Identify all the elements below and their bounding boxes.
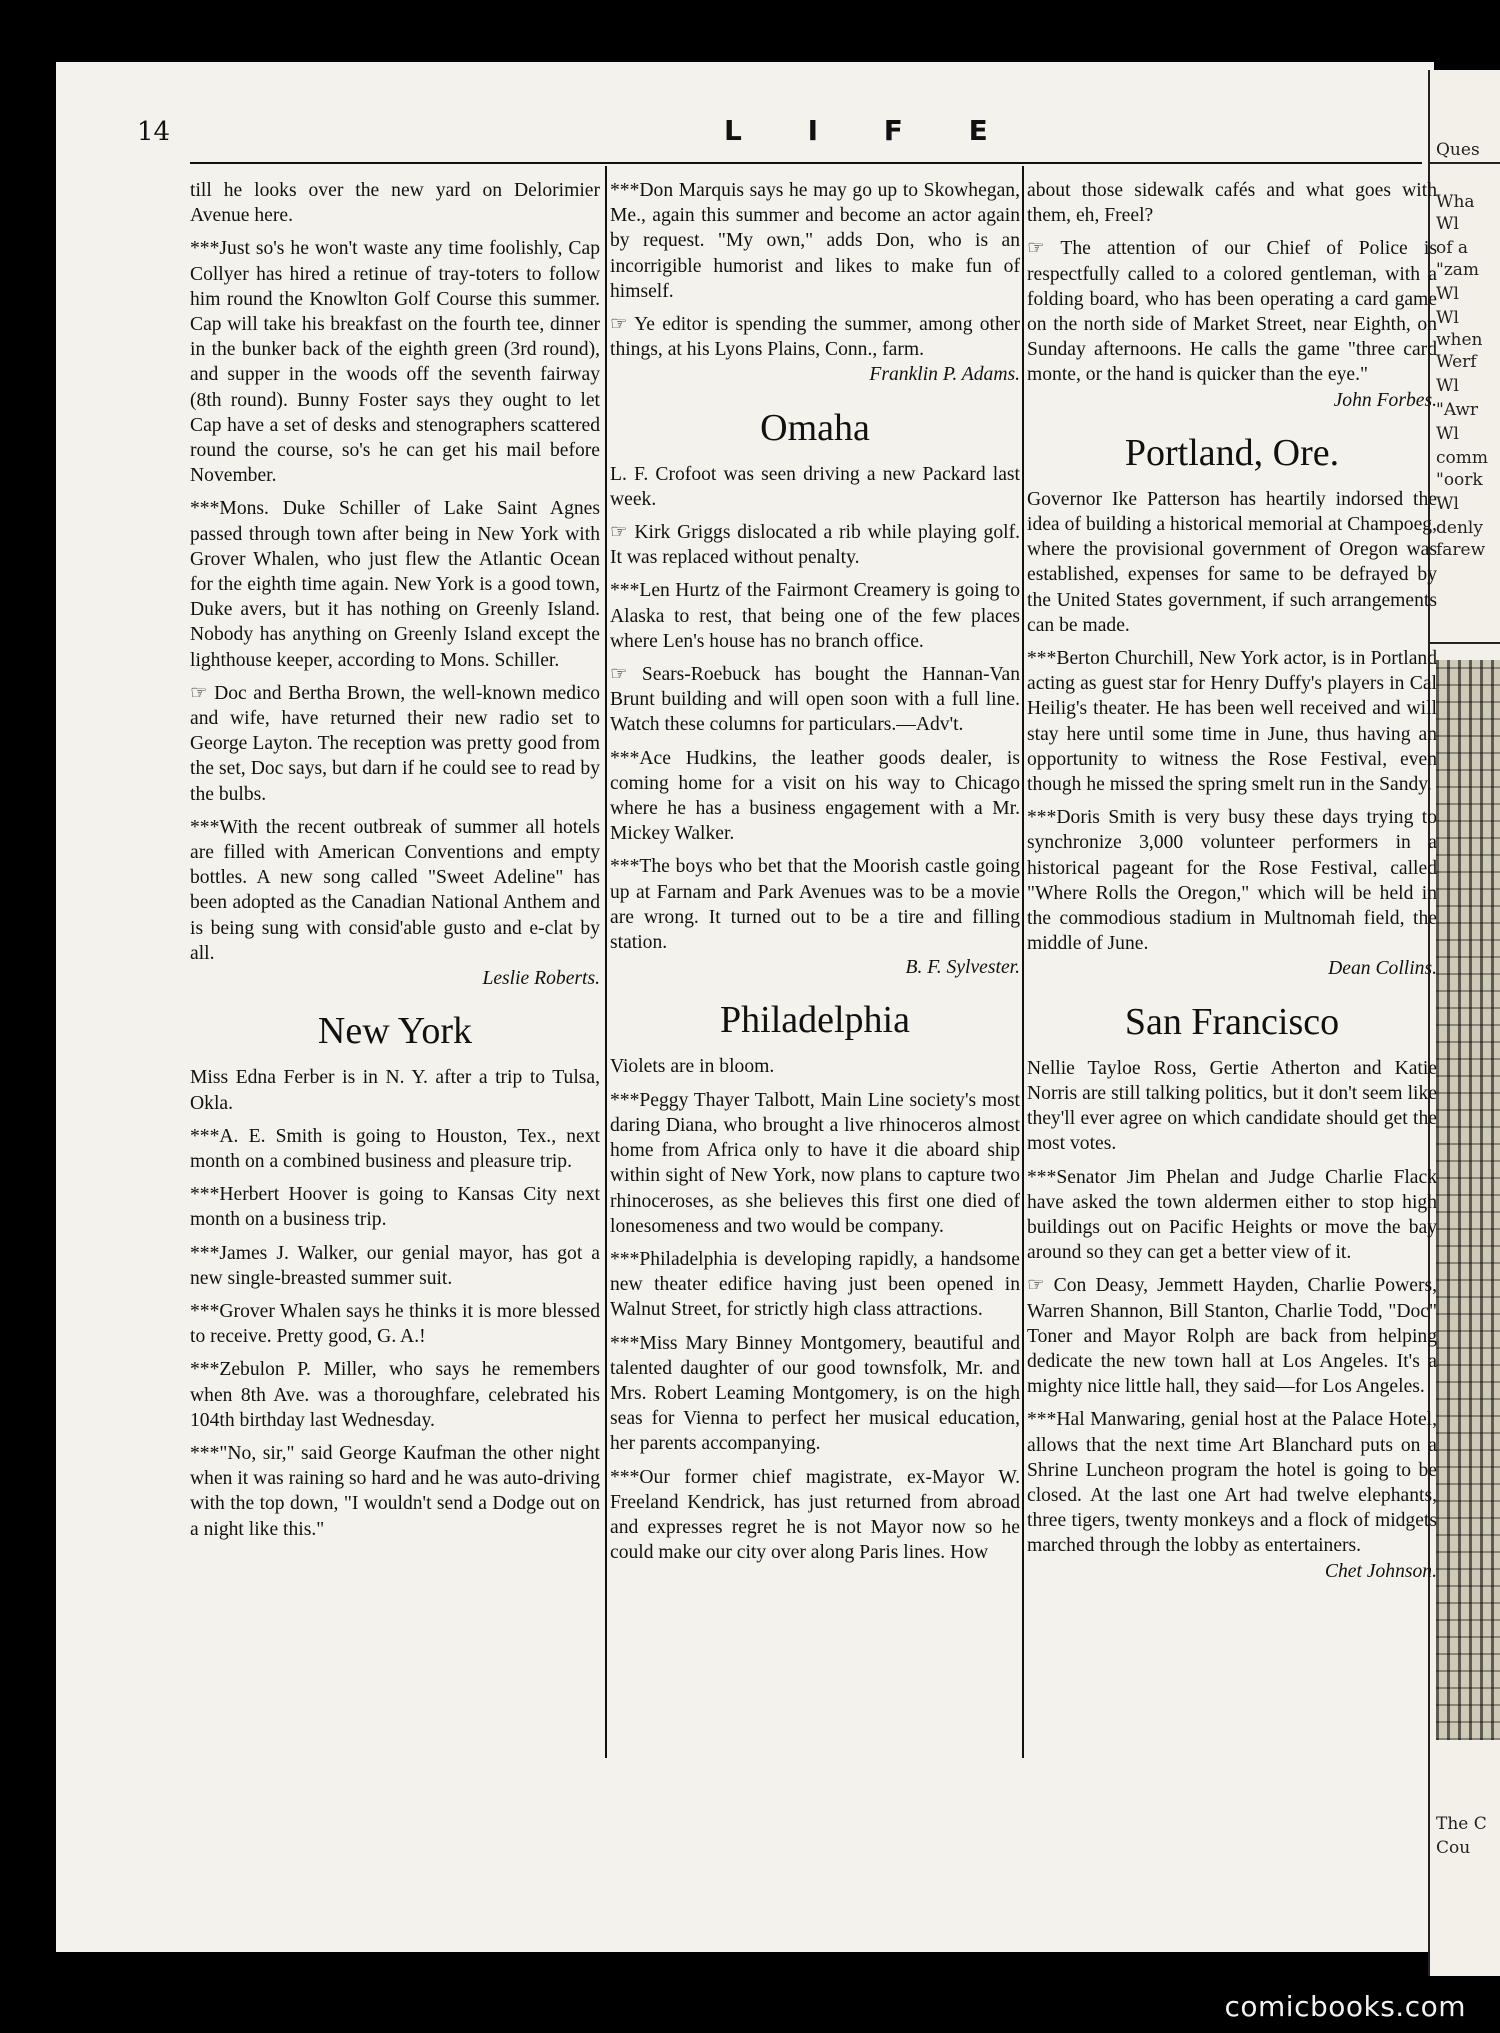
- column-left: [190, 178, 600, 1550]
- adjacent-page-text: denly: [1436, 518, 1483, 538]
- news-item: [190, 1441, 600, 1542]
- adjacent-page-fragment: [1428, 70, 1500, 1976]
- news-item-text: ☞ Ye editor is spending the summer, among other things, at his Lyons Plains, Conn., farm.: [610, 314, 1020, 361]
- news-item-text: Nellie Tayloe Ross, Gertie Atherton and Katie Norris are still talking politics, but it don't seem like they'll ever agree on which candidate should get the most votes.: [1027, 1057, 1437, 1155]
- section-heading: New York: [317, 1010, 473, 1053]
- news-item: [1027, 805, 1437, 981]
- adjacent-page-text: farew: [1436, 540, 1486, 560]
- news-item: [190, 815, 600, 991]
- header-rule: [190, 162, 1422, 164]
- adjacent-page-text: Wl: [1436, 424, 1459, 444]
- news-item-text: ***"No, sir," said George Kaufman the other night when it was raining so hard and he was auto-driving with the top down, "I wouldn't send a Dodge out on a night like this.": [190, 1442, 600, 1540]
- news-item: [610, 854, 1020, 980]
- news-item-text: ***The boys who bet that the Moorish castle going up at Farnam and Park Avenues was to be a movie are wrong. It turned out to be a tire and filling station.: [610, 856, 1020, 954]
- correspondent-signature: B. F. Sylvester.: [905, 957, 1020, 979]
- news-item-text: Governor Ike Patterson has heartily indorsed the idea of building a historical memorial at Champoeg, where the provisional government of Oregon was established, expenses for same to be defrayed by the United States government, if such arrangements can be made.: [1027, 488, 1437, 636]
- news-item-text: till he looks over the new yard on Delorimier Avenue here.: [190, 180, 600, 227]
- adjacent-page-text: comm: [1436, 448, 1488, 468]
- news-item-text: ***Just so's he won't waste any time foolishly, Cap Collyer has hired a retinue of tray-toters to follow him round the Knowlton Golf Course this summer. Cap will take his breakfast on the fourth tee, dinner in the bunker back of the eighth green (3rd round), and supper in the woods off the seventh fairway (8th round). Bunny Foster says they ought to let Cap have a set of desks and stenographers scattered round the course, so's he can get his mail before November.: [190, 238, 600, 487]
- adjacent-page-text: Wl: [1436, 214, 1459, 234]
- correspondent-signature: Chet Johnson.: [1324, 1560, 1437, 1582]
- news-item: [610, 462, 1020, 512]
- news-item: [610, 1247, 1020, 1323]
- adjacent-page-text: Ques: [1436, 140, 1480, 160]
- news-item-text: ***Don Marquis says he may go up to Skowhegan, Me., again this summer and become an actor again by request. "My own," adds Don, who is an incorrigible humorist and likes to make fun of himself.: [610, 180, 1020, 302]
- news-item: [1027, 1165, 1437, 1266]
- news-item-text: ***Our former chief magistrate, ex-Mayor W. Freeland Kendrick, has just returned from abroad and expresses regret he is not Mayor now so he could make our city over along Paris lines. How: [610, 1466, 1020, 1564]
- column-divider: [605, 166, 607, 1758]
- site-watermark: comicbooks.com: [1224, 1990, 1466, 2023]
- news-item-text: ☞ The attention of our Chief of Police is respectfully called to a colored gentleman, with a folding board, who has been operating a card game on the north side of Market Street, near Eighth, on Sunday afternoons. He calls the game "three card monte, or the hand is quicker than the eye.": [1027, 238, 1437, 386]
- news-item: [1027, 1407, 1437, 1583]
- news-item-text: ***Len Hurtz of the Fairmont Creamery is going to Alaska to rest, that being one of the few places where Len's house has no branch office.: [610, 580, 1020, 652]
- news-item-text: ***With the recent outbreak of summer all hotels are filled with American Conventions and empty bottles. A new song called "Sweet Adeline" has been adopted as the Canadian National Anthem and is being sung with consid'able gusto and e-clat by all.: [190, 816, 600, 964]
- news-item: [1027, 178, 1437, 228]
- page-number: 14: [137, 117, 171, 147]
- news-item: [610, 1331, 1020, 1457]
- adjacent-page-text: "oork: [1436, 470, 1483, 490]
- adjacent-page-rule: [1430, 642, 1500, 644]
- news-item-text: ***Senator Jim Phelan and Judge Charlie Flack have asked the town aldermen either to stop high buildings out on Pacific Heights or move the bay around so they can get a better view of it.: [1027, 1166, 1437, 1264]
- adjacent-page-text: when: [1436, 330, 1483, 350]
- news-item: [610, 520, 1020, 570]
- news-item-text: ***Mons. Duke Schiller of Lake Saint Agnes passed through town after being in New York with Grover Whalen, who just flew the Atlantic Ocean for the eighth time again. New York is a good town, Duke avers, but it has nothing on Greenly Island. Nobody has anything on Greenly Island except the lighthouse keeper, according to Mons. Schiller.: [190, 498, 600, 671]
- adjacent-page-text: The C: [1436, 1814, 1487, 1834]
- adjacent-page-text: Wl: [1436, 494, 1459, 514]
- news-item: [610, 312, 1020, 388]
- section-heading: San Francisco: [1124, 1000, 1340, 1043]
- section-heading: Portland, Ore.: [1124, 431, 1340, 474]
- news-item: [190, 1299, 600, 1349]
- news-item-text: ☞ Sears-Roebuck has bought the Hannan-Van Brunt building and will open soon with a full line. Watch these columns for particulars.—Adv't.: [610, 664, 1020, 736]
- news-item: [610, 746, 1020, 847]
- news-item-text: Miss Edna Ferber is in N. Y. after a trip to Tulsa, Okla.: [190, 1067, 600, 1114]
- news-item-text: ***Zebulon P. Miller, who says he remembers when 8th Ave. was a thoroughfare, celebrated his 104th birthday last Wednesday.: [190, 1359, 600, 1431]
- news-item-text: ☞ Kirk Griggs dislocated a rib while playing golf. It was replaced without penalty.: [610, 522, 1020, 569]
- column-right: [1027, 178, 1437, 1592]
- news-item: [1027, 1273, 1437, 1399]
- adjacent-page-text: "zam: [1436, 260, 1480, 280]
- news-item: [190, 496, 600, 672]
- news-item: [610, 1054, 1020, 1079]
- adjacent-page-text: Wha: [1436, 192, 1475, 212]
- correspondent-signature: Dean Collins.: [1328, 958, 1437, 980]
- news-item-text: ☞ Con Deasy, Jemmett Hayden, Charlie Powers, Warren Shannon, Bill Stanton, Charlie Todd, "Doc" Toner and Mayor Rolph are back from helping dedicate the new town hall at Los Angeles. It's a mighty nice little hall, they said—for Los Angeles.: [1027, 1275, 1437, 1398]
- news-item-text: ***James J. Walker, our genial mayor, has got a new single-breasted summer suit.: [190, 1242, 600, 1289]
- news-item: [610, 578, 1020, 654]
- news-item: [190, 1357, 600, 1433]
- correspondent-signature: Leslie Roberts.: [482, 968, 600, 990]
- correspondent-signature: Franklin P. Adams.: [869, 364, 1020, 386]
- news-item-text: ***Hal Manwaring, genial host at the Palace Hotel, allows that the next time Art Blanchard puts on a Shrine Luncheon program the hotel is going to be closed. At the last one Art had twelve elephants, three tigers, twenty monkeys and a flock of midgets marched through the lobby as entertainers.: [1027, 1409, 1437, 1557]
- news-item: [1027, 1056, 1437, 1157]
- news-item-text: ***Doris Smith is very busy these days trying to synchronize 3,000 volunteer performers in a historical pageant for the Rose Festival, called "Where Rolls the Oregon," which will be held in the commodious stadium in Multnomah field, the middle of June.: [1027, 807, 1437, 955]
- adjacent-page-text: "Awr: [1436, 400, 1479, 420]
- news-item-text: L. F. Crofoot was seen driving a new Packard last week.: [610, 463, 1020, 510]
- adjacent-page-text: Wl: [1436, 376, 1459, 396]
- column-divider: [1022, 166, 1024, 1758]
- news-item: [610, 1088, 1020, 1239]
- news-item: [610, 1465, 1020, 1566]
- adjacent-page-illustration: [1436, 660, 1500, 1740]
- section-heading: Omaha: [760, 406, 870, 449]
- news-item: [190, 236, 600, 488]
- news-item-text: ***Miss Mary Binney Montgomery, beautiful and talented daughter of our good townsfolk, Mr. and Mrs. Robert Leaming Montgomery, is on the high seas for Vienna to perfect her musical education, her parents accompanying.: [610, 1332, 1020, 1455]
- news-item: [610, 178, 1020, 304]
- masthead-title: L I F E: [724, 114, 1016, 147]
- adjacent-page-text: Cou: [1436, 1838, 1471, 1858]
- news-item-text: ***Philadelphia is developing rapidly, a handsome new theater edifice having just been opened in Walnut Street, for strictly high class attractions.: [610, 1248, 1020, 1321]
- news-item: [190, 1124, 600, 1174]
- news-item-text: ***Peggy Thayer Talbott, Main Line society's most daring Diana, who brought a live rhinoceros almost home from Africa only to have it die aboard ship within sight of New York, now plans to capture two rhinoceroses, as she believes this first one died of lonesomeness and two would be company.: [610, 1089, 1020, 1237]
- correspondent-signature: John Forbes.: [1333, 389, 1437, 411]
- news-item: [190, 681, 600, 807]
- column-middle: [610, 178, 1020, 1573]
- news-item-text: ☞ Doc and Bertha Brown, the well-known medico and wife, have returned their new radio set to George Layton. The reception was pretty good from the set, Doc says, but darn if he could see to read by the bulbs.: [190, 682, 600, 805]
- news-item-text: ***Berton Churchill, New York actor, is in Portland acting as guest star for Henry Duffy's players in Cal Heilig's theater. He has been well received and will stay here until some time in June, thus having an opportunity to witness the Rose Festival, even though he missed the spring smelt run in the Sandy.: [1027, 648, 1437, 796]
- news-item-text: ***Herbert Hoover is going to Kansas City next month on a business trip.: [190, 1184, 600, 1231]
- news-item: [190, 1182, 600, 1232]
- news-item-text: Violets are in bloom.: [610, 1056, 775, 1078]
- adjacent-page-text: Werf: [1436, 352, 1477, 372]
- news-item-text: ***Grover Whalen says he thinks it is more blessed to receive. Pretty good, G. A.!: [190, 1300, 600, 1348]
- adjacent-page-rule: [1430, 162, 1500, 164]
- news-item: [1027, 646, 1437, 797]
- news-item: [1027, 236, 1437, 412]
- news-item: [190, 178, 600, 228]
- section-heading: Philadelphia: [720, 999, 910, 1042]
- news-item-text: ***A. E. Smith is going to Houston, Tex., next month on a combined business and pleasure trip.: [190, 1125, 600, 1172]
- news-item: [610, 662, 1020, 738]
- news-item: [190, 1241, 600, 1291]
- news-item: [190, 1065, 600, 1115]
- adjacent-page-text: Wl: [1436, 284, 1459, 304]
- adjacent-page-text: of a: [1436, 238, 1469, 258]
- news-item-text: ***Ace Hudkins, the leather goods dealer, is coming home for a visit on his way to Chicago where he has a business engagement with a Mr. Mickey Walker.: [610, 747, 1020, 845]
- news-item: [1027, 487, 1437, 638]
- news-item-text: about those sidewalk cafés and what goes with them, eh, Freel?: [1027, 180, 1437, 227]
- adjacent-page-text: Wl: [1436, 308, 1459, 328]
